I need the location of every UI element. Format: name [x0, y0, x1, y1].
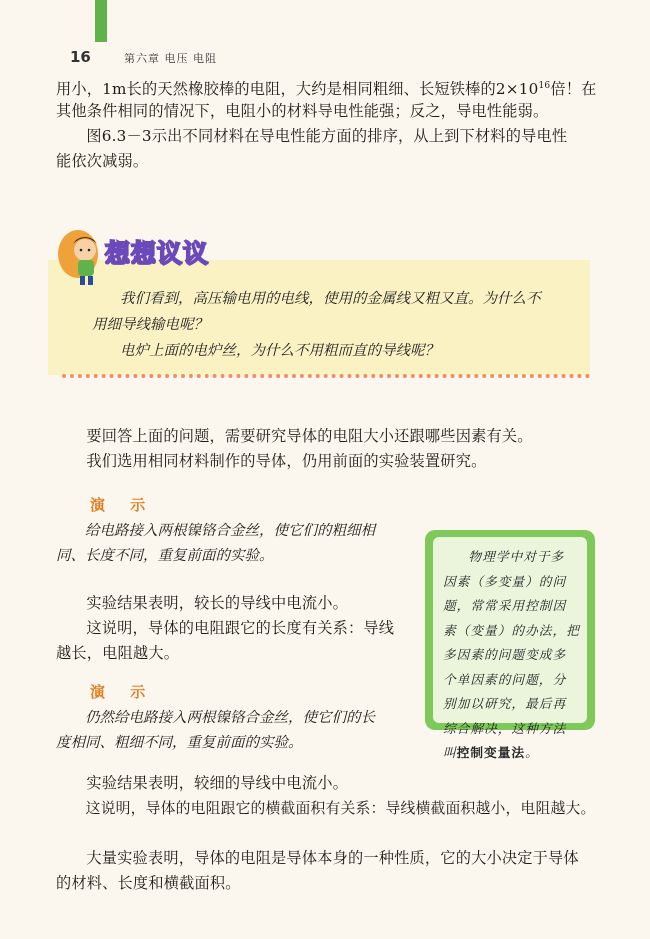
research-para-line-2: 我们选用相同材料制作的导体，仍用前面的实验装置研究。 — [86, 452, 487, 470]
demo-2-line-2: 度相同、粗细不同，重复前面的实验。 — [56, 735, 303, 751]
question-1-line-1: 我们看到，高压输电用的电线，使用的金属线又粗又直。为什么不 — [120, 291, 541, 307]
note-line-2: 因素（多变量）的问 — [443, 573, 567, 589]
control-variable-term: 控制变量法 — [456, 745, 526, 760]
chapter-color-bar — [95, 0, 107, 42]
demo-1-result-2-line-2: 越长，电阻越大。 — [56, 644, 180, 662]
note-line-6: 个单因素的问题，分 — [443, 671, 567, 687]
demo-2-result-2: 这说明，导体的电阻跟它的横截面积有关系：导线横截面积越小，电阻越大。 — [85, 800, 596, 817]
conclusion-line-1: 大量实验表明，导体的电阻是导体本身的一种性质，它的大小决定于导体 — [86, 849, 579, 867]
intro-line-2: 其他条件相同的情况下，电阻小的材料导电性能强；反之，导电性能弱。 — [56, 102, 549, 120]
demo-1-result-2-line-1: 这说明，导体的电阻跟它的长度有关系：导线 — [86, 619, 395, 637]
demo-2-label: 演 示 — [90, 683, 156, 701]
think-discuss-title: 想想议议 — [105, 239, 210, 268]
demo-1-result-1: 实验结果表明，较长的导线中电流小。 — [86, 594, 348, 612]
chapter-title: 第六章 电压 电阻 — [124, 52, 217, 65]
note-line-5: 多因素的问题变成多 — [443, 647, 567, 662]
note-inner — [433, 537, 587, 760]
question-2: 电炉上面的电炉丝，为什么不用粗而直的导线呢？ — [120, 343, 439, 359]
research-para-line-1: 要回答上面的问题，需要研究导体的电阻大小还跟哪些因素有关。 — [86, 427, 533, 445]
control-variable-note — [425, 530, 595, 760]
dotted-divider — [62, 374, 590, 378]
demo-1-line-1: 给电路接入两根镍铬合金丝，使它们的粗细相 — [85, 523, 375, 539]
demo-1-label: 演 示 — [90, 496, 156, 514]
demo-1-line-2: 同、长度不同，重复前面的实验。 — [56, 548, 274, 564]
demo-2-line-1: 仍然给电路接入两根镍铬合金丝，使它们的长 — [85, 710, 375, 726]
page-number: 16 — [70, 48, 91, 66]
intro-line-1: 用小，1m长的天然橡胶棒的电阻，大约是相同粗细、长短铁棒的$2\times 10^{16}$倍！在 — [56, 80, 597, 99]
conclusion-line-2: 的材料、长度和横截面积。 — [56, 874, 241, 892]
note-text — [443, 545, 581, 766]
note-line-4: 素（变量）的办法，把 — [443, 622, 580, 638]
note-line-8: 综合解决，这种方法 — [443, 720, 567, 736]
note-line-7: 别加以研究，最后再 — [443, 696, 567, 711]
think-discuss-box — [48, 228, 608, 378]
note-line-9: 叫控制变量法。 — [443, 745, 539, 760]
note-line-1: 物理学中对于多 — [468, 549, 565, 564]
intro-line-3: 图6.3－3示出不同材料在导电性能方面的排序，从上到下材料的导电性 — [86, 127, 568, 145]
note-line-3: 题，常常采用控制因 — [443, 598, 567, 613]
demo-2-result-1: 实验结果表明，较细的导线中电流小。 — [86, 774, 348, 792]
question-1-line-2: 用细导线输电呢？ — [92, 317, 208, 333]
intro-line-4: 能依次减弱。 — [56, 152, 149, 170]
